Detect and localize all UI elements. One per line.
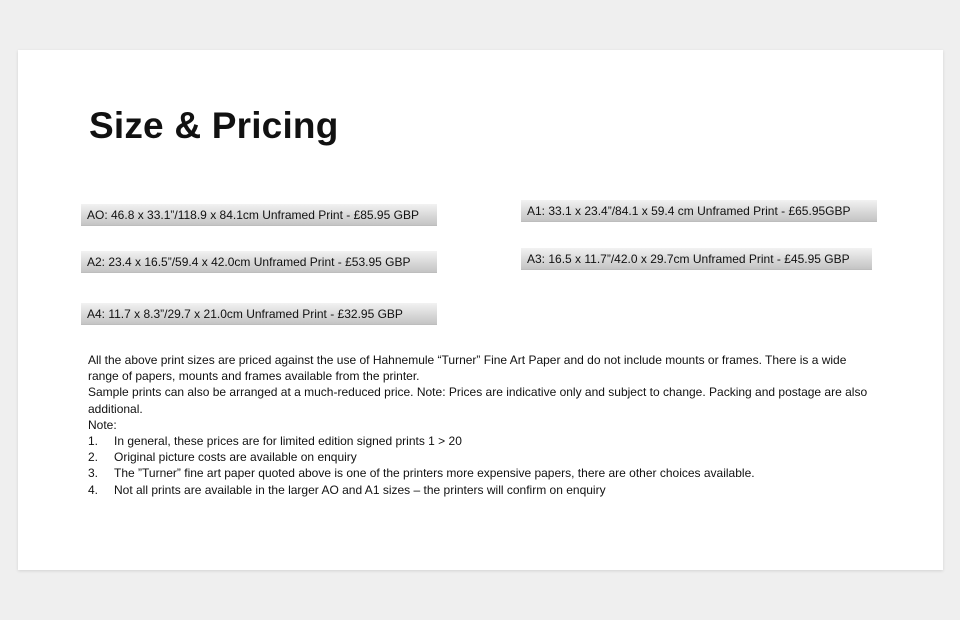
list-text: Original picture costs are available on enquiry xyxy=(114,450,357,465)
notes-list xyxy=(88,433,878,498)
slide xyxy=(18,50,943,570)
list-item xyxy=(88,482,878,498)
list-number: 1. xyxy=(88,434,99,449)
pricing-notes xyxy=(88,352,878,498)
list-item xyxy=(88,433,878,449)
list-item xyxy=(88,465,878,481)
price-a4: A4: 11.7 x 8.3”/29.7 x 21.0cm Unframed Print - £32.95 GBP xyxy=(81,303,437,325)
list-text: The ”Turner” fine art paper quoted above is one of the printers more expensive papers, there are other choices available. xyxy=(114,466,755,481)
list-number: 4. xyxy=(88,482,99,497)
price-a0: AO: 46.8 x 33.1”/118.9 x 84.1cm Unframed Print - £85.95 GBP xyxy=(81,204,437,226)
list-text: Not all prints are available in the larger AO and A1 sizes – the printers will confirm on enquiry xyxy=(114,482,606,497)
list-text: In general, these prices are for limited edition signed prints 1 > 20 xyxy=(114,434,462,449)
page-title: Size & Pricing xyxy=(89,105,339,146)
price-a1: A1: 33.1 x 23.4”/84.1 x 59.4 cm Unframed Print - £65.95GBP xyxy=(521,200,877,222)
list-number: 2. xyxy=(88,450,99,465)
list-item xyxy=(88,449,878,465)
price-a2: A2: 23.4 x 16.5”/59.4 x 42.0cm Unframed Print - £53.95 GBP xyxy=(81,251,437,273)
paragraph-paper: All the above print sizes are priced against the use of Hahnemule “Turner” Fine Art Paper and do not include mounts or frames. There is a wide range of papers, mounts and frames available from the printer. xyxy=(88,353,847,384)
paragraph-samples: Sample prints can also be arranged at a much-reduced price. Note: Prices are indicative only and subject to change. Packing and postage are also additional. xyxy=(88,385,868,416)
list-number: 3. xyxy=(88,466,99,481)
note-label: Note: xyxy=(88,417,117,432)
price-a3: A3: 16.5 x 11.7”/42.0 x 29.7cm Unframed Print - £45.95 GBP xyxy=(521,248,872,270)
